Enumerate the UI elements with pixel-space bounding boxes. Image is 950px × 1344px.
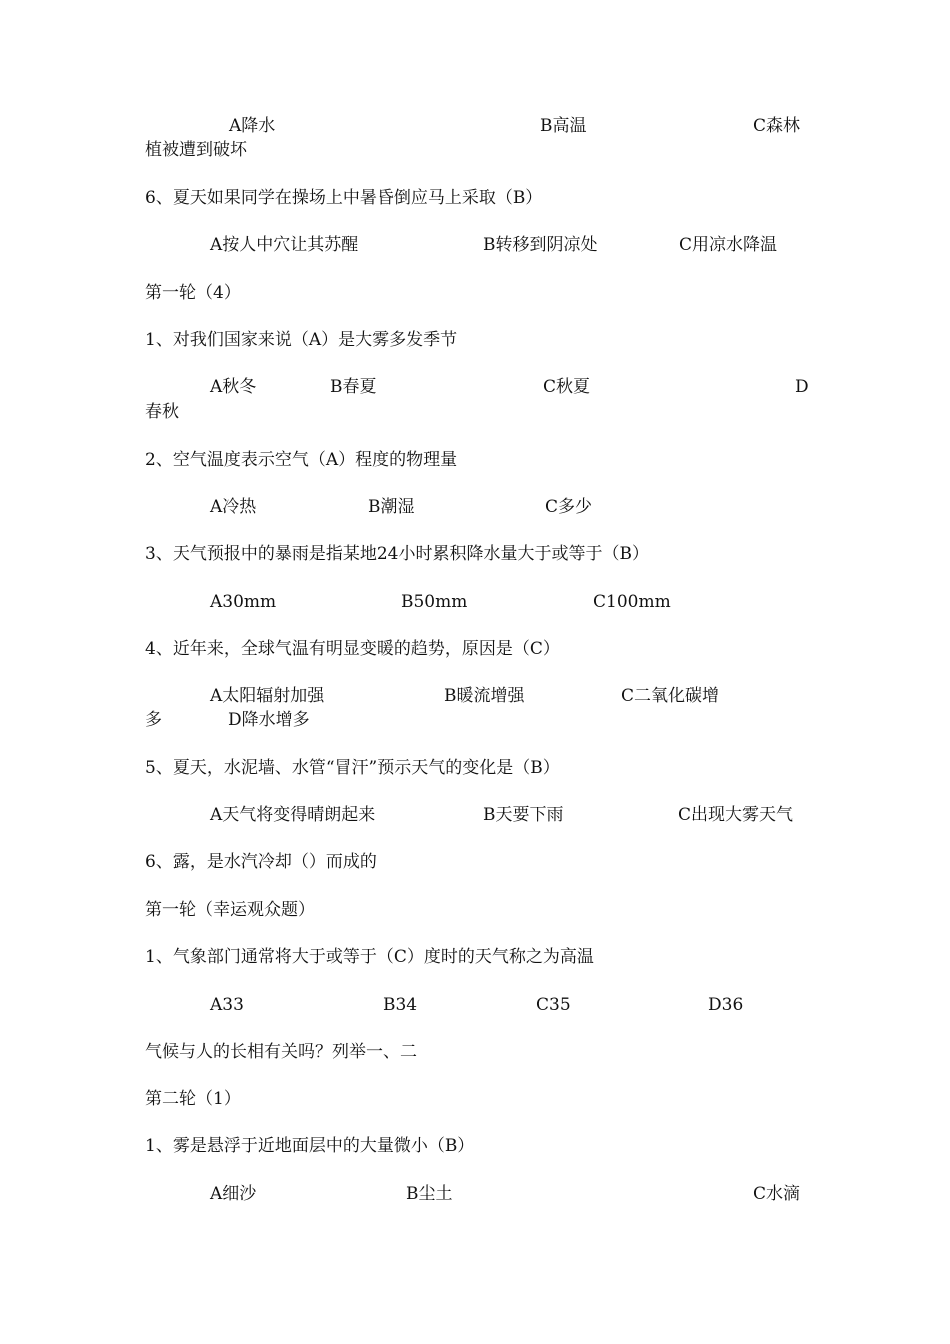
option-a: A天气将变得晴朗起来: [210, 805, 376, 825]
section-heading: 第二轮（1）: [145, 1089, 241, 1109]
option-b: B暖流增强: [444, 686, 525, 706]
option-c: C多少: [545, 497, 593, 517]
question-text: 3、天气预报中的暴雨是指某地24小时累积降水量大于或等于（B）: [145, 544, 649, 564]
option-c: C100mm: [593, 592, 671, 612]
q6-prev-option-b: B转移到阴凉处: [483, 235, 598, 255]
option-b: B50mm: [401, 592, 468, 612]
option-a: A太阳辐射加强: [210, 686, 325, 706]
q6-prev-option-a: A按人中穴让其苏醒: [210, 235, 359, 255]
option-c: C出现大雾天气: [678, 805, 794, 825]
question-text: 1、雾是悬浮于近地面层中的大量微小（B）: [145, 1136, 475, 1156]
option-c: C二氧化碳增: [621, 686, 720, 706]
q5-prev-option-c-cont: 植被遭到破坏: [145, 140, 247, 160]
option-b: B春夏: [330, 377, 377, 397]
option-d: D: [795, 377, 809, 397]
q6-prev-option-c: C用凉水降温: [679, 235, 778, 255]
question-text: 气候与人的长相有关吗？列举一、二: [145, 1042, 417, 1062]
question-text: 1、气象部门通常将大于或等于（C）度时的天气称之为高温: [145, 947, 594, 967]
section-heading: 第一轮（幸运观众题）: [145, 900, 315, 920]
option-b: B34: [383, 995, 418, 1015]
option-c: C秋夏: [543, 377, 591, 397]
option-b: B尘土: [406, 1184, 453, 1204]
question-text: 6、露，是水汽冷却（）而成的: [145, 852, 377, 872]
option-a: A30mm: [210, 592, 277, 612]
option-c-cont: 多: [145, 710, 162, 730]
q6-prev-text: 6、夏天如果同学在操场上中暑昏倒应马上采取（B）: [145, 188, 543, 208]
option-c: C水滴: [753, 1184, 801, 1204]
q5-prev-option-b: B高温: [540, 116, 587, 136]
option-a: A33: [210, 995, 244, 1015]
q5-prev-option-c: C森林: [753, 116, 801, 136]
question-text: 1、对我们国家来说（A）是大雾多发季节: [145, 330, 458, 350]
option-a: A秋冬: [210, 377, 257, 397]
q5-prev-option-a: A降水: [229, 116, 276, 136]
option-a: A细沙: [210, 1184, 257, 1204]
option-d: D36: [708, 995, 744, 1015]
option-b: B天要下雨: [483, 805, 564, 825]
question-text: 4、近年来，全球气温有明显变暖的趋势，原因是（C）: [145, 639, 560, 659]
option-c: C35: [536, 995, 571, 1015]
option-a: A冷热: [210, 497, 257, 517]
section-heading: 第一轮（4）: [145, 283, 241, 303]
option-b: B潮湿: [368, 497, 415, 517]
option-d: D降水增多: [228, 710, 310, 730]
question-text: 2、空气温度表示空气（A）程度的物理量: [145, 450, 458, 470]
option-d-cont: 春秋: [145, 402, 179, 422]
question-text: 5、夏天，水泥墙、水管“冒汗”预示天气的变化是（B）: [145, 758, 560, 778]
